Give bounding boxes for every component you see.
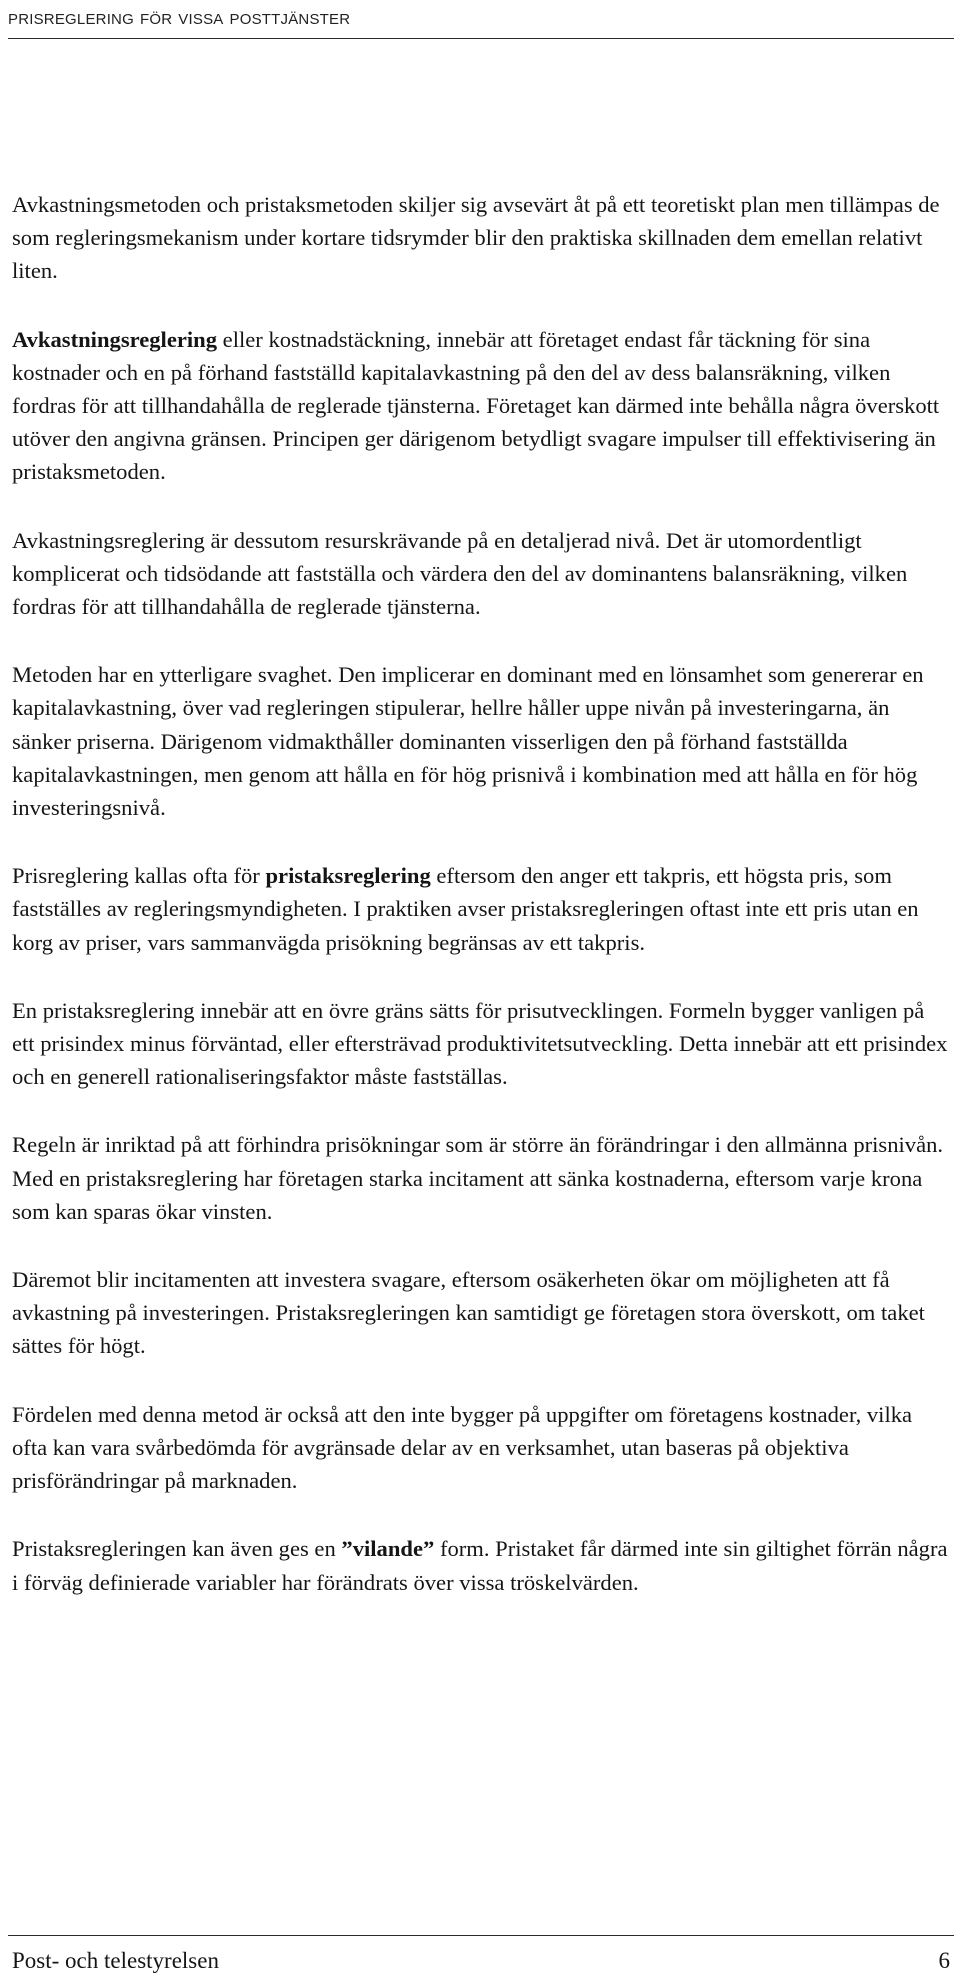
page-footer — [8, 1935, 954, 1982]
paragraph-10 — [12, 1532, 952, 1598]
paragraph-9 — [12, 1398, 952, 1498]
paragraph-7 — [12, 1128, 952, 1228]
paragraph-text: Avkastningsmetoden och pristaksmetoden skiljer sig avsevärt åt på ett teoretiskt plan men tillämpas de som regleringsmekanism under kortare tidsrymder blir den praktiska skillnaden dem emellan relativt liten. — [12, 192, 940, 284]
paragraph-5 — [12, 859, 952, 959]
paragraph-2 — [12, 323, 952, 489]
paragraph-text: form. Pristaket får därmed inte sin giltighet förrän några i förväg definierade variabler har förändrats över vissa tröskelvärden. — [12, 1536, 948, 1595]
paragraph-text: Prisreglering kallas ofta för — [12, 863, 266, 889]
term-bold: Avkastningsreglering — [12, 326, 218, 352]
page-number: 6 — [938, 1948, 950, 1973]
paragraph-8 — [12, 1263, 952, 1363]
paragraph-text: Fördelen med denna metod är också att den inte bygger på uppgifter om företagens kostnader, vilka ofta kan vara svårbedömda för avgränsade delar av en verksamhet, utan baseras på objektiva prisförändringar på marknaden. — [12, 1401, 913, 1494]
paragraph-text: Däremot blir incitamenten att investera svagare, eftersom osäkerheten ökar om möjligheten att få avkastning på investeringen. Pristaksregleringen kan samtidigt ge företagen stora överskott, om taket sättes för högt. — [12, 1267, 925, 1359]
document-body — [12, 188, 952, 1634]
paragraph-text: Regeln är inriktad på att förhindra prisökningar som är större än förändringar i den allmänna prisnivån. Med en pristaksreglering har företagen starka incitament att sänka kostnaderna, eftersom varje krona som kan sparas ökar vinsten. — [12, 1132, 944, 1224]
paragraph-text: eftersom den anger ett takpris, ett högsta pris, som fastställes av regleringsmyndigheten. I praktiken avser pristaksregleringen oftast inte ett pris utan en korg av priser, vars sammanvägda prisökning begränsas av ett takpris. — [12, 863, 919, 955]
paragraph-3 — [12, 524, 952, 624]
paragraph-text: En pristaksreglering innebär att en övre gräns sätts för prisutvecklingen. Formeln bygger vanligen på ett prisindex minus förväntad, eller eftersträvad produktivitetsutveckling. Detta innebär att ett prisindex och en generell rationaliseringsfaktor måste fastställas. — [12, 997, 948, 1090]
term-bold: ”vilande” — [341, 1536, 435, 1562]
term-bold: pristaksreglering — [265, 863, 431, 889]
paragraph-text: eller kostnadstäckning, innebär att företaget endast får täckning för sina kostnader och en på förhand fastställd kapitalavkastning på den del av dess balansräkning, vilken fordras för att tillhandahålla de reglerade tjänsterna. Företaget kan därmed inte behålla några överskott utöver den angivna gränsen. Principen ger därigenom betydligt svagare impulser till effektivisering än pristaksmetoden. — [12, 326, 940, 485]
paragraph-1 — [12, 188, 952, 288]
paragraph-text: Metoden har en ytterligare svaghet. Den implicerar en dominant med en lönsamhet som genererar en kapitalavkastning, över vad regleringen stipulerar, hellre håller uppe nivån på investeringarna, än sänker priserna. Därigenom vidmakthåller dominanten visserligen den på förhand fastställda kapitalavkastningen, men genom att hålla en för hög prisnivå i kombination med att hålla en för hög investeringsnivå. — [12, 662, 924, 821]
paragraph-text: Avkastningsreglering är dessutom resurskrävande på en detaljerad nivå. Det är utomordentligt komplicerat och tidsödande att fastställa och värdera den del av dominantens balansräkning, vilken fordras för att tillhandahålla de reglerade tjänsterna. — [12, 527, 908, 620]
page-header — [8, 0, 954, 39]
paragraph-text: Pristaksregleringen kan även ges en — [12, 1536, 342, 1562]
header-title: prisreglering för vissa posttjänster — [8, 6, 351, 29]
paragraph-4 — [12, 658, 952, 824]
footer-organization: Post- och telestyrelsen — [12, 1948, 219, 1973]
paragraph-6 — [12, 994, 952, 1094]
